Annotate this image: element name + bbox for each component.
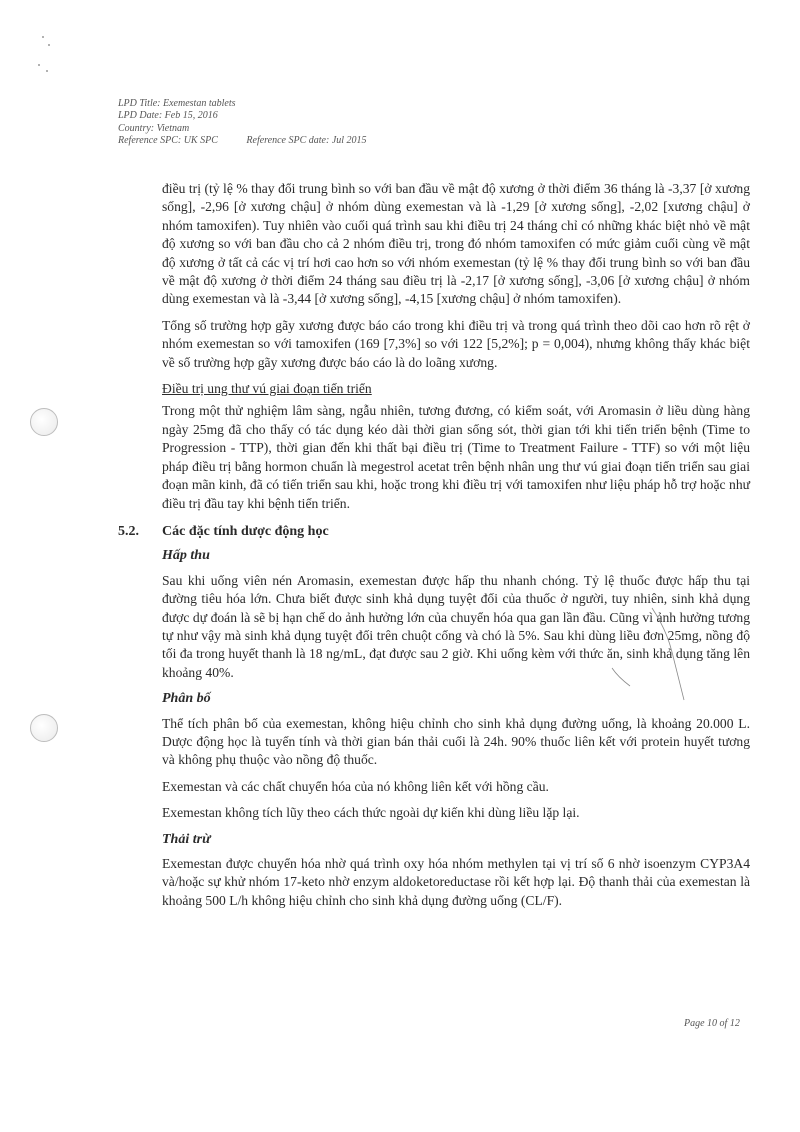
heading-elimination: Thải trừ [162, 831, 211, 847]
scan-speck [42, 36, 44, 38]
paragraph-accumulation: Exemestan không tích lũy theo cách thức ngoài dự kiến khi dùng liều lặp lại. [162, 805, 580, 821]
header-date: LPD Date: Feb 15, 2016 [118, 110, 218, 122]
paragraph-bone-density: điều trị (tỷ lệ % thay đổi trung bình so với ban đầu về mật độ xương ở thời điểm 36 tháng là -3,37 [ở xương sống], -2,96 [ở xương chậu] ở nhóm dùng exemestan và là -1,29 [ở xương sống], -2,02 [xương chậu] ở nhóm tamoxifen). Tuy nhiên vào cuối quá trình sau khi điều trị 24 tháng chỉ có những khác biệt nhỏ về mật độ xương so với ban đầu cho cả 2 nhóm điều trị, trong đó nhóm tamoxifen có mức giảm cuối cùng về mật độ xương ở tất cả các vị trí hơi cao hơn so với nhóm exemestan (tỷ lệ % thay đổi trung bình so với ban đầu về mật độ xương ở thời điểm 24 tháng sau điều trị là -2,17 [ở xương sống], -3,06 [ở xương chậu] ở nhóm dùng exemestan và là -3,44 [ở xương sống], -4,15 [xương chậu] ở nhóm tamoxifen). [162, 181, 750, 307]
paragraph-fractures: Tổng số trường hợp gãy xương được báo cáo trong khi điều trị và trong quá trình theo dõi cao hơn rõ rệt ở nhóm exemestan so với tamoxifen (169 [7,3%] so với 122 [5,2%]; p = 0,004), nhưng không thấy khác biệt về số trường hợp gãy xương được báo cáo là do loãng xương. [162, 317, 750, 370]
paragraph-distribution-volume: Thể tích phân bố của exemestan, không hiệu chỉnh cho sinh khả dụng đường uống, là khoảng 20.000 L. Dược động học là tuyến tính và thời gian bán thải cuối là 24h. 90% thuốc liên kết với protein huyết tương và không phụ thuộc vào nồng độ thuốc. [162, 715, 750, 768]
section-heading-pharmacokinetics [118, 523, 750, 541]
paragraph-advanced-trial: Trong một thử nghiệm lâm sàng, ngẫu nhiên, tương đương, có kiểm soát, với Aromasin ở liều dùng hàng ngày 25mg đã cho thấy có tác dụng kéo dài thời gian sống sót, thời gian tới khi tiến triển bệnh (Time to Progression - TTP), thời gian đến khi thất bại điều trị (Time to Treatment Failure - TTF) so với một liệu pháp điều trị bằng hormon chuẩn là megestrol acetat trên bệnh nhân ung thư vú giai đoạn tiến triển sau giai đoạn mãn kinh, đã có tiến triển sau khi, hoặc trong khi điều trị với tamoxifen như liệu pháp hỗ trợ hoặc như điều trị đầu tay khi bệnh tiến triển. [162, 403, 750, 511]
punch-hole-bottom [30, 714, 58, 742]
document-body [118, 180, 750, 918]
document-header [118, 98, 367, 148]
section-title: Các đặc tính dược động học [162, 523, 329, 539]
punch-hole-top [30, 408, 58, 436]
header-ref-spc-date: Reference SPC date: Jul 2015 [246, 135, 367, 147]
section-number: 5.2. [118, 523, 139, 539]
paragraph-elimination: Exemestan được chuyển hóa nhờ quá trình oxy hóa nhóm methylen tại vị trí số 6 nhờ isoenzym CYP3A4 và/hoặc sự khử nhóm 17-keto nhờ enzym aldoketoreductase rồi kết hợp lại. Độ thanh thải của exemestan là khoảng 500 L/h không hiệu chỉnh cho sinh khả dụng đường uống (CL/F). [162, 856, 750, 908]
paragraph-absorption: Sau khi uống viên nén Aromasin, exemestan được hấp thu nhanh chóng. Tỷ lệ thuốc được hấp thu tại đường tiêu hóa lớn. Chưa biết được sinh khả dụng tuyệt đối của thuốc ở người, tuy nhiên, sinh khả dụng được dự đoán là sẽ bị hạn chế do ảnh hưởng lớn của chuyển hóa qua gan lần đầu. Cũng vì ảnh hưởng tương tự như vậy mà sinh khả dụng tuyệt đối trên chuột cống và chó là 5%. Sau khi dùng liều đơn 25mg, nồng độ tối đa trong huyết thanh là 18 ng/mL, đạt được sau 2 giờ. Khi uống kèm với thức ăn, sinh khả dụng tăng lên khoảng 40%. [162, 572, 750, 680]
scan-speck [48, 44, 50, 46]
header-title: LPD Title: Exemestan tablets [118, 98, 236, 109]
heading-absorption: Hấp thu [162, 548, 210, 564]
subheading-advanced-breast-cancer: Điều trị ung thư vú giai đoạn tiến triển [162, 381, 372, 397]
scan-speck [38, 64, 40, 66]
scan-speck [46, 70, 48, 72]
heading-distribution: Phân bố [162, 691, 211, 707]
header-ref-spc: Reference SPC: UK SPC [118, 135, 218, 147]
page-number: Page 10 of 12 [684, 1018, 740, 1029]
header-reference [118, 135, 367, 147]
header-country: Country: Vietnam [118, 122, 190, 134]
paragraph-red-cells: Exemestan và các chất chuyển hóa của nó không liên kết với hồng cầu. [162, 778, 549, 794]
